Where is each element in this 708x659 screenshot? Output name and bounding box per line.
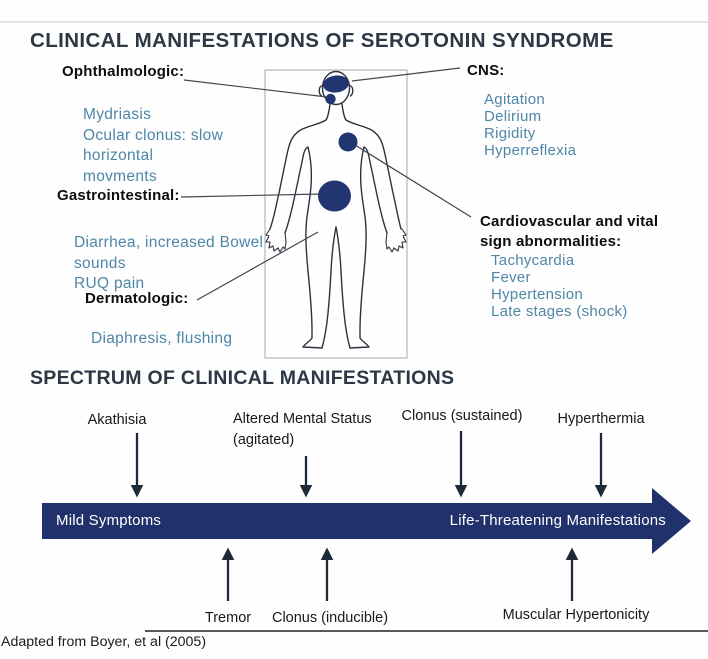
citation: Adapted from Boyer, et al (2005) (1, 634, 207, 650)
finding: Tachycardia (491, 252, 575, 269)
heart-spot (339, 133, 358, 152)
connector-gastrointestinal (181, 194, 321, 197)
label-ophthalmologic: Ophthalmologic: (62, 63, 185, 80)
finding: Mydriasis (83, 106, 152, 123)
cns-findings (484, 91, 576, 159)
connector-ophthalmologic (184, 80, 327, 97)
finding: Ocular clonus: slow (83, 126, 224, 144)
label-line: Altered Mental Status (233, 411, 372, 427)
abdomen-spot (318, 181, 351, 212)
finding: Diaphresis, flushing (91, 330, 233, 347)
spectrum-label-akathisia: Akathisia (87, 412, 147, 428)
finding: movments (83, 167, 157, 185)
spectrum-label-clonus-sustained: Clonus (sustained) (401, 408, 523, 424)
banner-right-label: Life-Threatening Manifestations (449, 512, 666, 529)
label-cns: CNS: (467, 62, 505, 79)
spectrum-label-altered-mental-status (233, 409, 372, 451)
spectrum-label-hyperthermia: Hyperthermia (557, 411, 645, 427)
cardiovascular-findings (491, 252, 628, 320)
eye-spot (325, 94, 335, 104)
bottom-divider (145, 630, 708, 632)
finding: Late stages (shock) (491, 303, 628, 320)
left-hand-scribble (266, 229, 286, 252)
finding: Agitation (484, 91, 546, 108)
finding: sounds (74, 254, 126, 272)
body-frame (265, 70, 407, 358)
dermatologic-findings (91, 329, 232, 350)
finding: Hyperreflexia (484, 142, 577, 159)
up-arrows (228, 550, 572, 601)
connector-cardiovascular (355, 145, 471, 217)
finding: RUQ pain (74, 275, 145, 292)
page-title: CLINICAL MANIFESTATIONS OF SEROTONIN SYNDROME (30, 29, 614, 52)
finding: horizontal (83, 147, 154, 164)
gastrointestinal-findings (74, 233, 263, 295)
spectrum-title: SPECTRUM OF CLINICAL MANIFESTATIONS (30, 367, 455, 389)
spectrum-label-muscular-hypertonicity: Muscular Hypertonicity (502, 607, 650, 623)
label-cardiovascular: Cardiovascular and vital sign abnormalities: (480, 213, 659, 250)
label-dermatologic: Dermatologic: (85, 290, 189, 307)
ophthalmologic-findings (83, 105, 223, 187)
finding: Rigidity (484, 125, 536, 142)
right-hand-scribble (386, 229, 406, 252)
finding: Hypertension (491, 286, 583, 303)
banner-left-label: Mild Symptoms (56, 512, 162, 529)
spectrum-label-tremor: Tremor (204, 610, 252, 626)
spectrum-label-clonus-inducible: Clonus (inducible) (271, 610, 389, 626)
finding: Fever (491, 269, 531, 286)
label-gastrointestinal: Gastrointestinal: (57, 187, 180, 204)
finding: Delirium (484, 108, 542, 125)
label-line: (agitated) (233, 432, 295, 448)
finding: Diarrhea, increased Bowel (74, 234, 264, 251)
